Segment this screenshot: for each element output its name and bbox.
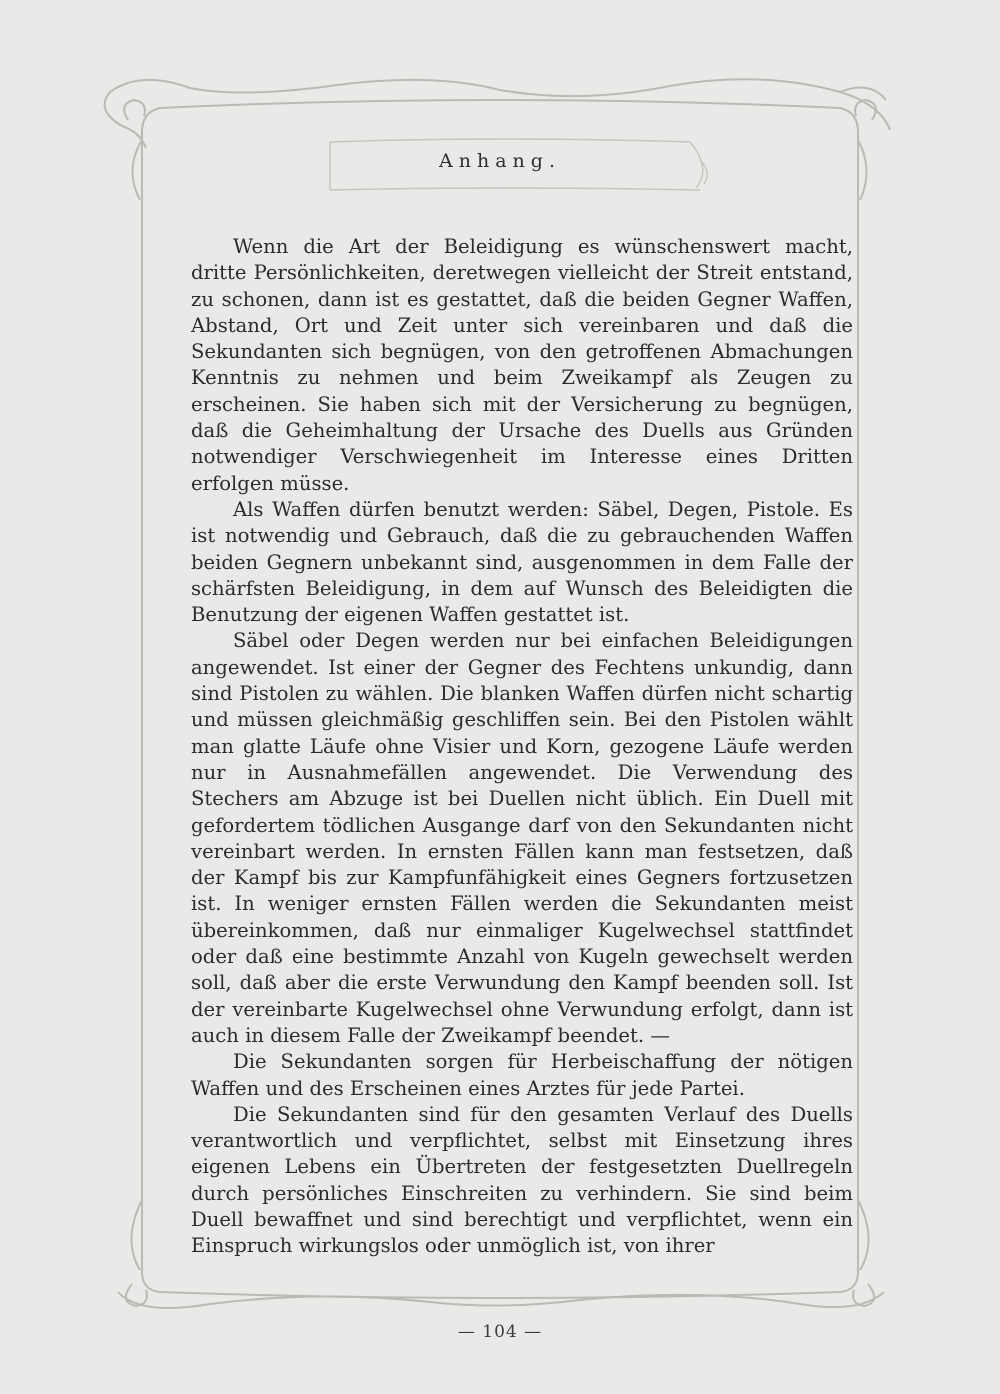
paragraph: Säbel oder Degen werden nur bei einfachen Beleidigungen angewendet. Ist einer der Gegner des Fechtens unkundig, dann sind Pistolen zu wählen. Die blanken Waffen dürfen nicht schartig und müssen gleichmäßig geschliffen sein. Bei den Pistolen wählt man glatte Läufe ohne Visier und Korn, gezogene Läufe werden nur in Ausnahmefällen angewendet. Die Verwendung des Stechers am Abzuge ist bei Duellen nicht üblich. Ein Duell mit gefordertem tödlichen Ausgange darf von den Sekundanten nicht vereinbart werden. In ernsten Fällen kann man festsetzen, daß der Kampf bis zur Kampfunfähigkeit eines Gegners fortzusetzen ist. In weniger ernsten Fällen werden die Sekundanten meist übereinkommen, daß nur einmaliger Kugelwechsel stattfindet oder daß eine bestimmte Anzahl von Kugeln gewechselt werden soll, daß aber die erste Verwundung den Kampf beenden soll. Ist der vereinbarte Kugelwechsel ohne Verwundung erfolgt, dann ist auch in diesem Falle der Zweikampf beendet. — (191, 629, 853, 1047)
page-title: Anhang. (439, 150, 561, 172)
paragraph: Wenn die Art der Beleidigung es wünschenswert macht, dritte Persönlichkeiten, deretwegen vielleicht der Streit entstand, zu schonen, dann ist es gestattet, daß die beiden Gegner Waffen, Abstand, Ort und Zeit unter sich vereinbaren und daß die Sekundanten sich begnügen, von den getroffenen Abmachungen Kenntnis zu nehmen und beim Zweikampf als Zeugen zu erscheinen. Sie haben sich mit der Versicherung zu begnügen, daß die Geheimhaltung der Ursache des Duells aus Gründen notwendiger Verschwiegenheit im Interesse eines Dritten erfolgen müsse. (191, 235, 853, 495)
body-text (191, 234, 853, 1260)
paragraph: Als Waffen dürfen benutzt werden: Säbel, Degen, Pistole. Es ist notwendig und Gebrauch, daß die zu gebrauchenden Waffen beiden Gegnern unbekannt sind, ausgenommen in dem Falle der schärfsten Beleidigung, in dem auf Wunsch des Beleidigten die Benutzung der eigenen Waffen gestattet ist. (191, 497, 853, 627)
page-number: — 104 — (457, 1322, 543, 1342)
paragraph: Die Sekundanten sind für den gesamten Verlauf des Duells verantwortlich und verpflichtet, selbst mit Einsetzung ihres eigenen Lebens ein Übertreten der festgesetzten Duellregeln durch persönliches Einschreiten zu verhindern. Sie sind beim Duell bewaffnet und sind berechtigt und verpflichtet, wenn ein Einspruch wirkungslos oder unmöglich ist, von ihrer (191, 1102, 853, 1258)
paragraph: Die Sekundanten sorgen für Herbeischaffung der nötigen Waffen und des Erscheinen eines Arztes für jede Partei. (191, 1050, 853, 1100)
